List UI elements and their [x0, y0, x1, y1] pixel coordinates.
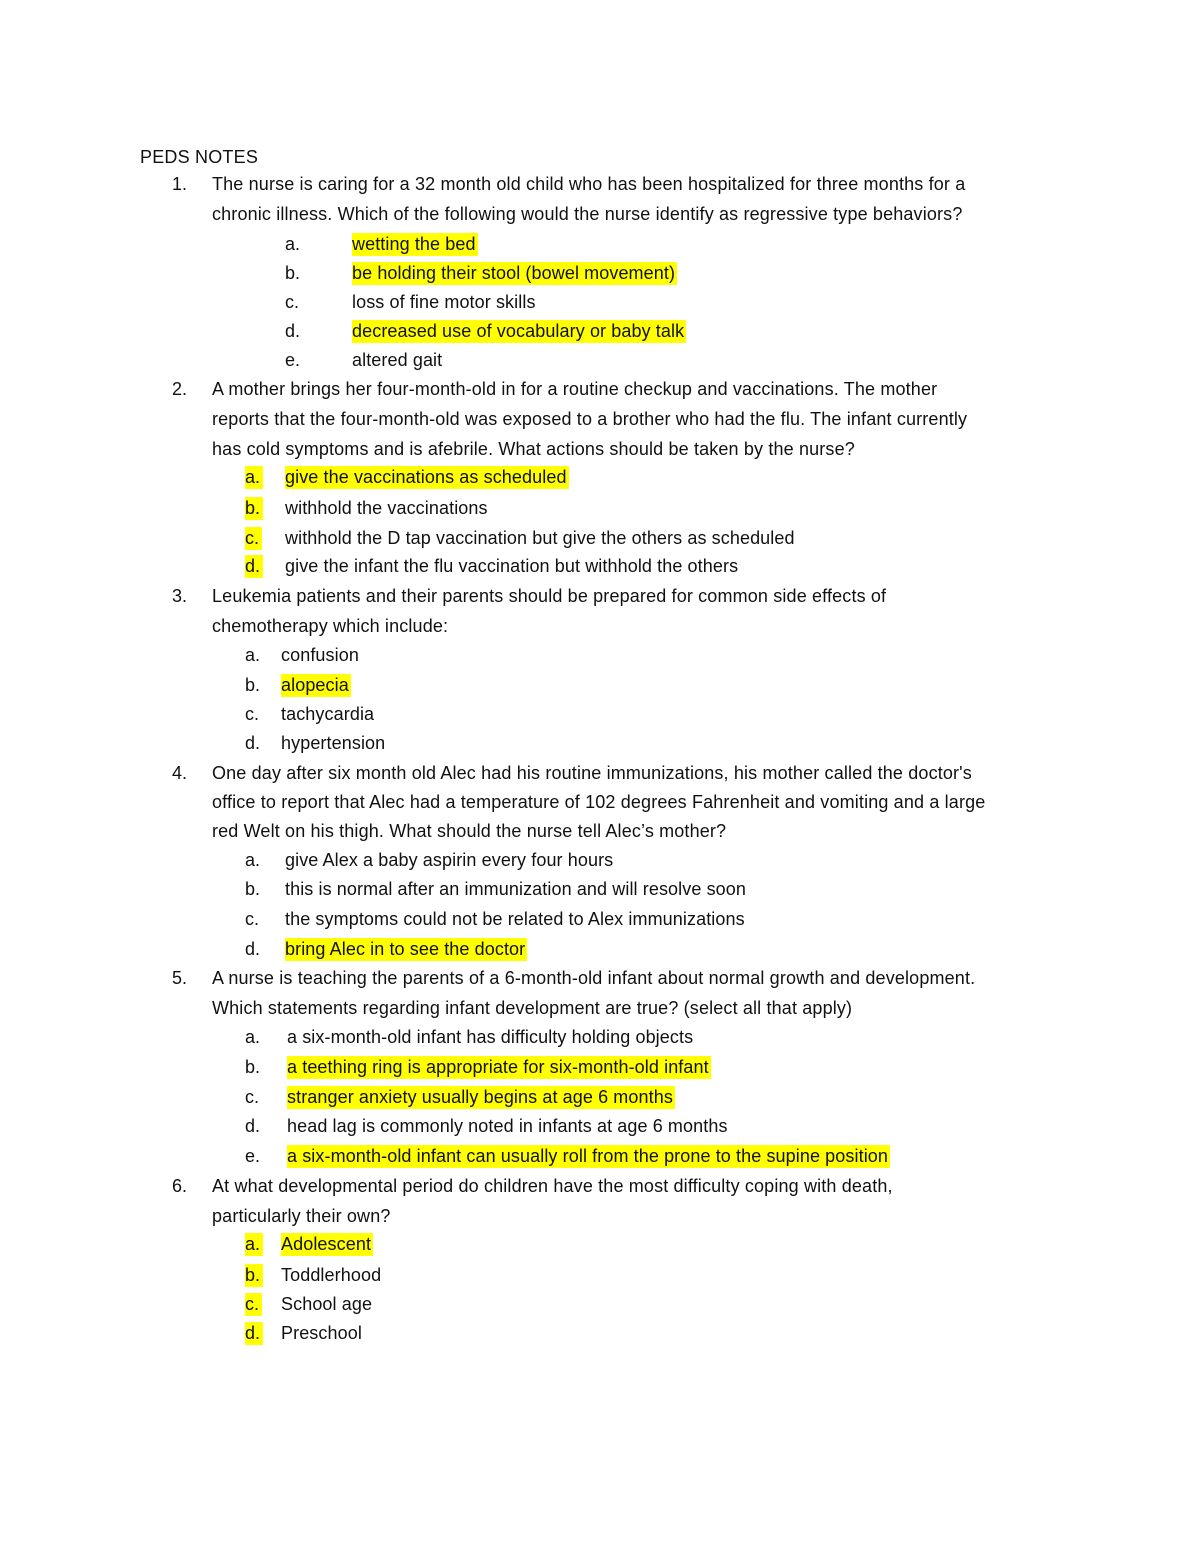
question-2-option-d-text: give the infant the flu vaccination but withhold the others	[285, 556, 739, 576]
question-1-option-d-text: decreased use of vocabulary or baby talk	[352, 321, 685, 341]
question-4-option-c-text: the symptoms could not be related to Alex immunizations	[285, 909, 745, 929]
question-1-option-b-label: b.	[285, 263, 301, 283]
question-2-option-d-label: d.	[245, 554, 263, 578]
question-2-line-2: reports that the four-month-old was exposed to a brother who had the flu. The infant currently	[212, 409, 968, 429]
document-title: PEDS NOTES	[140, 147, 259, 167]
question-5-line-1: A nurse is teaching the parents of a 6-month-old infant about normal growth and development.	[212, 968, 976, 988]
question-6-option-d-text: Preschool	[281, 1323, 362, 1343]
question-1-number: 1.	[172, 174, 188, 194]
question-1-option-b-text: be holding their stool (bowel movement)	[352, 263, 676, 283]
question-6-option-c-label: c.	[245, 1292, 262, 1316]
question-1-option-a-label: a.	[285, 234, 301, 254]
question-1-option-e-text: altered gait	[352, 350, 443, 370]
question-4-option-b-text: this is normal after an immunization and will resolve soon	[285, 879, 747, 899]
question-3-option-c-text: tachycardia	[281, 704, 375, 724]
question-4-line-2: office to report that Alec had a temperature of 102 degrees Fahrenheit and vomiting and a large	[212, 792, 986, 812]
question-6-option-a-label: a.	[245, 1232, 263, 1256]
question-6-option-b-text: Toddlerhood	[281, 1265, 382, 1285]
question-4-option-d-label: d.	[245, 939, 261, 959]
question-5-option-a-label: a.	[245, 1027, 261, 1047]
question-5-option-e-text: a six-month-old infant can usually roll from the prone to the supine position	[287, 1146, 889, 1166]
question-1-option-c-text: loss of fine motor skills	[352, 292, 536, 312]
question-3-option-b-text: alopecia	[281, 675, 349, 695]
question-1-option-d-label: d.	[285, 321, 301, 341]
question-4-line-1: One day after six month old Alec had his routine immunizations, his mother called the doctor's	[212, 763, 972, 783]
question-3-number: 3.	[172, 586, 188, 606]
question-1-option-b	[352, 261, 677, 285]
question-4-option-b-label: b.	[245, 879, 261, 899]
question-2-line-3: has cold symptoms and is afebrile. What actions should be taken by the nurse?	[212, 439, 855, 459]
question-5-option-e-label: e.	[245, 1146, 261, 1166]
question-6-option-a-text: Adolescent	[281, 1234, 372, 1254]
question-1-option-d	[352, 319, 686, 343]
question-6-number: 6.	[172, 1176, 188, 1196]
question-4-number: 4.	[172, 763, 188, 783]
question-4-option-a-text: give Alex a baby aspirin every four hours	[285, 850, 614, 870]
question-1-option-a-text: wetting the bed	[352, 234, 476, 254]
question-5-option-d-text: head lag is commonly noted in infants at age 6 months	[287, 1116, 728, 1136]
question-5-line-2: Which statements regarding infant development are true? (select all that apply)	[212, 998, 853, 1018]
question-2-line-1: A mother brings her four-month-old in for a routine checkup and vaccinations. The mother	[212, 379, 938, 399]
question-3-option-d-text: hypertension	[281, 733, 386, 753]
question-4-option-a-label: a.	[245, 850, 261, 870]
question-5-number: 5.	[172, 968, 188, 988]
question-5-option-b-label: b.	[245, 1057, 261, 1077]
question-4-option-d	[285, 937, 527, 961]
question-3-option-a-text: confusion	[281, 645, 359, 665]
question-5-option-b-text: a teething ring is appropriate for six-month-old infant	[287, 1057, 709, 1077]
question-3-option-c-label: c.	[245, 704, 260, 724]
question-4-option-c-label: c.	[245, 909, 260, 929]
question-6-option-b-label: b.	[245, 1263, 263, 1287]
question-5-option-d-label: d.	[245, 1116, 261, 1136]
question-2-option-a	[285, 465, 569, 489]
question-2-option-b-label: b.	[245, 496, 263, 520]
question-3-option-d-label: d.	[245, 733, 261, 753]
question-4-line-3: red Welt on his thigh. What should the nurse tell Alec’s mother?	[212, 821, 727, 841]
question-3-line-1: Leukemia patients and their parents should be prepared for common side effects of	[212, 586, 887, 606]
question-1-option-a	[352, 232, 478, 256]
question-1-option-c-label: c.	[285, 292, 300, 312]
question-6-line-1: At what developmental period do children have the most difficulty coping with death,	[212, 1176, 893, 1196]
question-5-option-c-label: c.	[245, 1087, 260, 1107]
question-1-line-2: chronic illness. Which of the following would the nurse identify as regressive type behaviors?	[212, 204, 963, 224]
question-1-line-1: The nurse is caring for a 32 month old child who has been hospitalized for three months for a	[212, 174, 966, 194]
question-3-option-b-label: b.	[245, 675, 261, 695]
question-6-option-a	[281, 1232, 373, 1256]
question-3-option-a-label: a.	[245, 645, 261, 665]
question-5-option-a-text: a six-month-old infant has difficulty holding objects	[287, 1027, 694, 1047]
question-6-option-c-text: School age	[281, 1294, 373, 1314]
question-3-option-b	[281, 673, 351, 697]
question-5-option-c	[287, 1085, 675, 1109]
question-5-option-e	[287, 1144, 890, 1168]
question-2-option-a-text: give the vaccinations as scheduled	[285, 467, 567, 487]
question-2-option-a-label: a.	[245, 465, 263, 489]
question-5-option-b	[287, 1055, 711, 1079]
question-2-number: 2.	[172, 379, 188, 399]
question-4-option-d-text: bring Alec in to see the doctor	[285, 939, 526, 959]
question-6-option-d-label: d.	[245, 1321, 263, 1345]
question-2-option-c-text: withhold the D tap vaccination but give the others as scheduled	[285, 528, 795, 548]
question-1-option-e-label: e.	[285, 350, 301, 370]
question-3-line-2: chemotherapy which include:	[212, 616, 449, 636]
question-2-option-b-text: withhold the vaccinations	[285, 498, 488, 518]
question-5-option-c-text: stranger anxiety usually begins at age 6 months	[287, 1087, 673, 1107]
question-2-option-c-label: c.	[245, 526, 262, 550]
question-6-line-2: particularly their own?	[212, 1206, 391, 1226]
